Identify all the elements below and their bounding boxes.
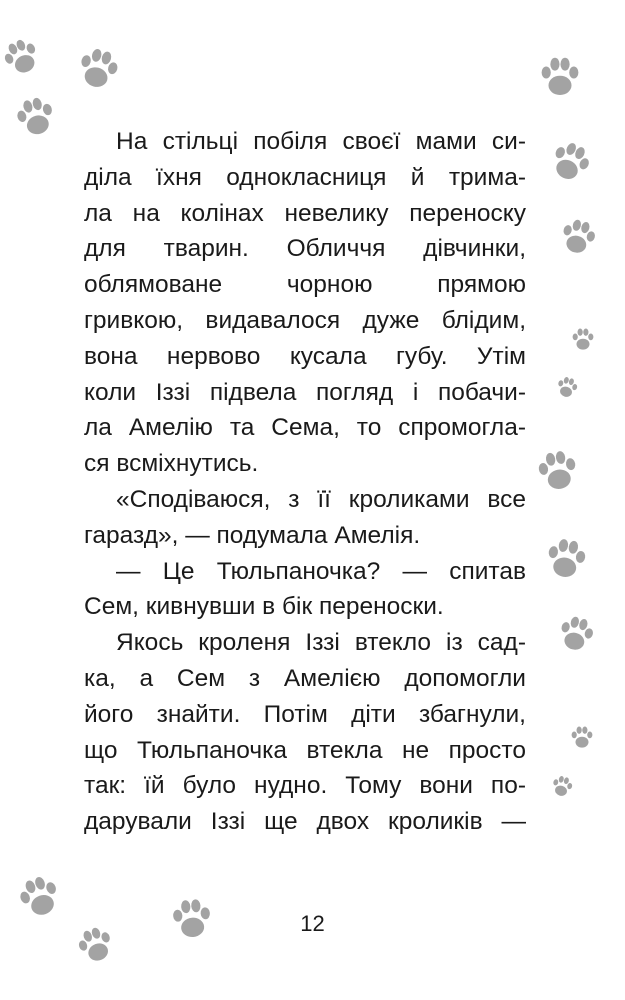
text-line: що Тюльпаночка втекла не просто bbox=[84, 736, 526, 764]
text-line: «Сподіваюся, з її кроликами все bbox=[116, 485, 526, 513]
page-number: 12 bbox=[300, 911, 325, 936]
text-line: ся всміхнутись. bbox=[84, 450, 259, 478]
text-line: ка, а Сем з Амелією допомогли bbox=[84, 664, 526, 692]
text-line: облямоване чорною прямою bbox=[84, 271, 526, 299]
text-line: його знайти. Потім діти збагнули, bbox=[84, 700, 526, 728]
text-line: — Це Тюльпаночка? — спитав bbox=[116, 557, 526, 585]
text-line: для тварин. Обличчя дівчинки, bbox=[84, 235, 526, 263]
paw-print-icon bbox=[570, 327, 596, 353]
paw-print-icon bbox=[0, 31, 49, 84]
text-line: Якось кроленя Іззі втекло із сад- bbox=[116, 629, 526, 657]
paw-print-icon bbox=[70, 42, 126, 98]
paw-print-icon bbox=[552, 373, 581, 402]
text-line: ла Амелію та Сема, то спромогла- bbox=[84, 414, 526, 442]
text-line: гривкою, видавалося дуже блідим, bbox=[84, 306, 526, 334]
text-line: Сем, кивнувши в бік переноски. bbox=[84, 593, 444, 621]
text-line: вона нервово кусала губу. Утім bbox=[84, 342, 526, 370]
paw-print-icon bbox=[531, 445, 584, 498]
paw-print-icon bbox=[552, 611, 601, 660]
paw-print-icon bbox=[537, 55, 583, 101]
text-line: гаразд», — подумала Амелія. bbox=[84, 521, 421, 549]
paw-print-icon bbox=[9, 91, 63, 145]
paw-print-icon bbox=[547, 772, 576, 801]
story-text bbox=[84, 124, 526, 840]
paw-print-icon bbox=[541, 134, 599, 192]
paw-print-icon bbox=[554, 214, 603, 263]
text-line: дарували Іззі ще двох кроликів — bbox=[84, 808, 526, 836]
text-line: діла їхня однокласниця й трима- bbox=[84, 163, 526, 191]
paw-print-icon bbox=[569, 725, 595, 751]
text-line: На стільці побіля своєї мами си- bbox=[116, 128, 526, 155]
text-line: ла на колінах невелику переноску bbox=[84, 199, 526, 227]
paw-print-icon bbox=[539, 533, 592, 586]
text-line: так: їй було нудно. Тому вони по- bbox=[84, 772, 526, 800]
text-line: коли Іззі підвела погляд і побачи- bbox=[84, 378, 526, 406]
